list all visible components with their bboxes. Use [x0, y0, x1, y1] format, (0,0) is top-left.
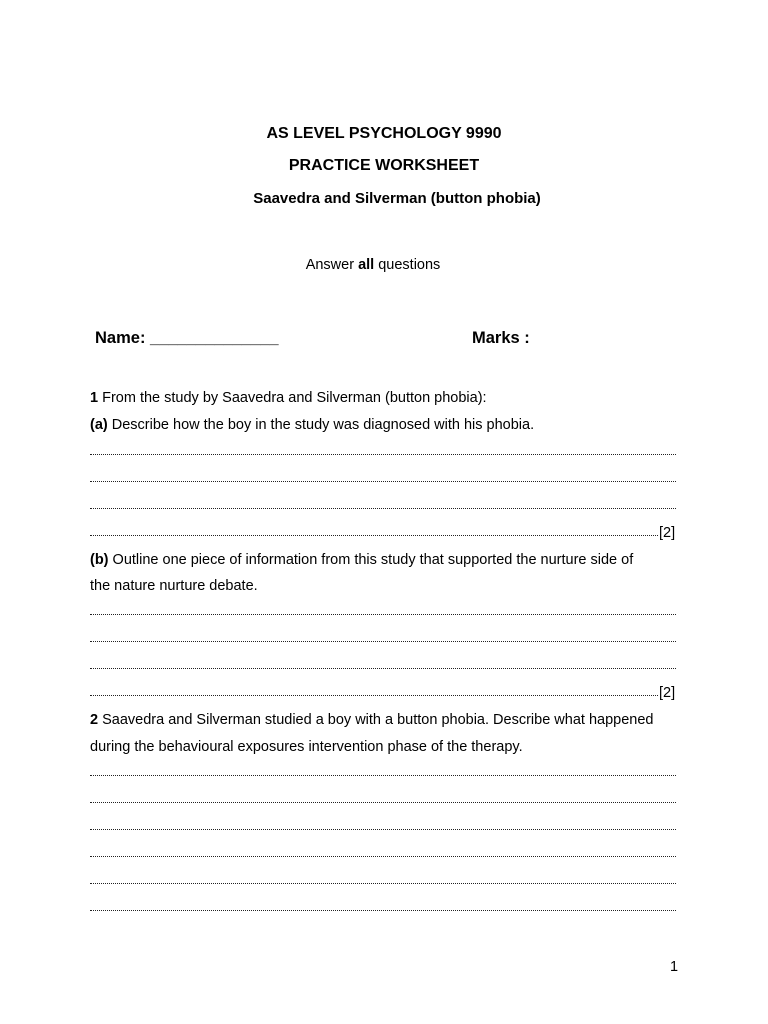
answer-line[interactable]	[90, 910, 676, 911]
instruction-before: Answer	[305, 257, 359, 273]
answer-line[interactable]	[90, 883, 676, 884]
question-1b-text-line1: Outline one piece of information from this study that supported the nurture side of	[108, 552, 634, 568]
answer-line[interactable]	[90, 668, 676, 669]
instruction-after: questions	[374, 257, 441, 273]
question-1b-text-line2: the nature nurture debate.	[90, 578, 258, 594]
question-1a-marks: [2]	[659, 525, 676, 541]
answer-line[interactable]	[90, 775, 676, 776]
question-1b-prompt-line1	[90, 550, 633, 570]
answer-line[interactable]	[90, 535, 658, 536]
question-1b-marks: [2]	[659, 685, 676, 701]
question-2-prompt-line1	[90, 710, 653, 730]
question-1-number: 1	[90, 390, 99, 406]
question-1-text: From the study by Saavedra and Silverman (button phobia):	[98, 390, 487, 406]
question-1-stem	[90, 388, 487, 408]
question-1a-text: Describe how the boy in the study was diagnosed with his phobia.	[107, 417, 535, 433]
answer-line[interactable]	[90, 829, 676, 830]
page-number: 1	[670, 959, 679, 975]
instruction-line	[0, 255, 746, 275]
instruction-emphasis: all	[358, 257, 375, 273]
question-2-text-line1: Saavedra and Silverman studied a boy with a button phobia. Describe what happened	[98, 712, 654, 728]
answer-line[interactable]	[90, 802, 676, 803]
course-title: AS LEVEL PSYCHOLOGY 9990	[266, 125, 502, 142]
worksheet-title: PRACTICE WORKSHEET	[288, 157, 480, 174]
marks-label: Marks :	[472, 329, 530, 347]
question-1a-prompt	[90, 415, 534, 435]
answer-line[interactable]	[90, 614, 676, 615]
question-1b-label: (b)	[90, 552, 109, 568]
answer-line[interactable]	[90, 508, 676, 509]
answer-line[interactable]	[90, 641, 676, 642]
answer-line[interactable]	[90, 481, 676, 482]
question-2-number: 2	[90, 712, 99, 728]
question-1a-label: (a)	[90, 417, 108, 433]
answer-line[interactable]	[90, 695, 658, 696]
name-label: Name: ______________	[95, 329, 279, 347]
answer-line[interactable]	[90, 454, 676, 455]
question-2-text-line2: during the behavioural exposures intervention phase of the therapy.	[90, 739, 523, 755]
topic-title: Saavedra and Silverman (button phobia)	[253, 190, 541, 207]
answer-line[interactable]	[90, 856, 676, 857]
